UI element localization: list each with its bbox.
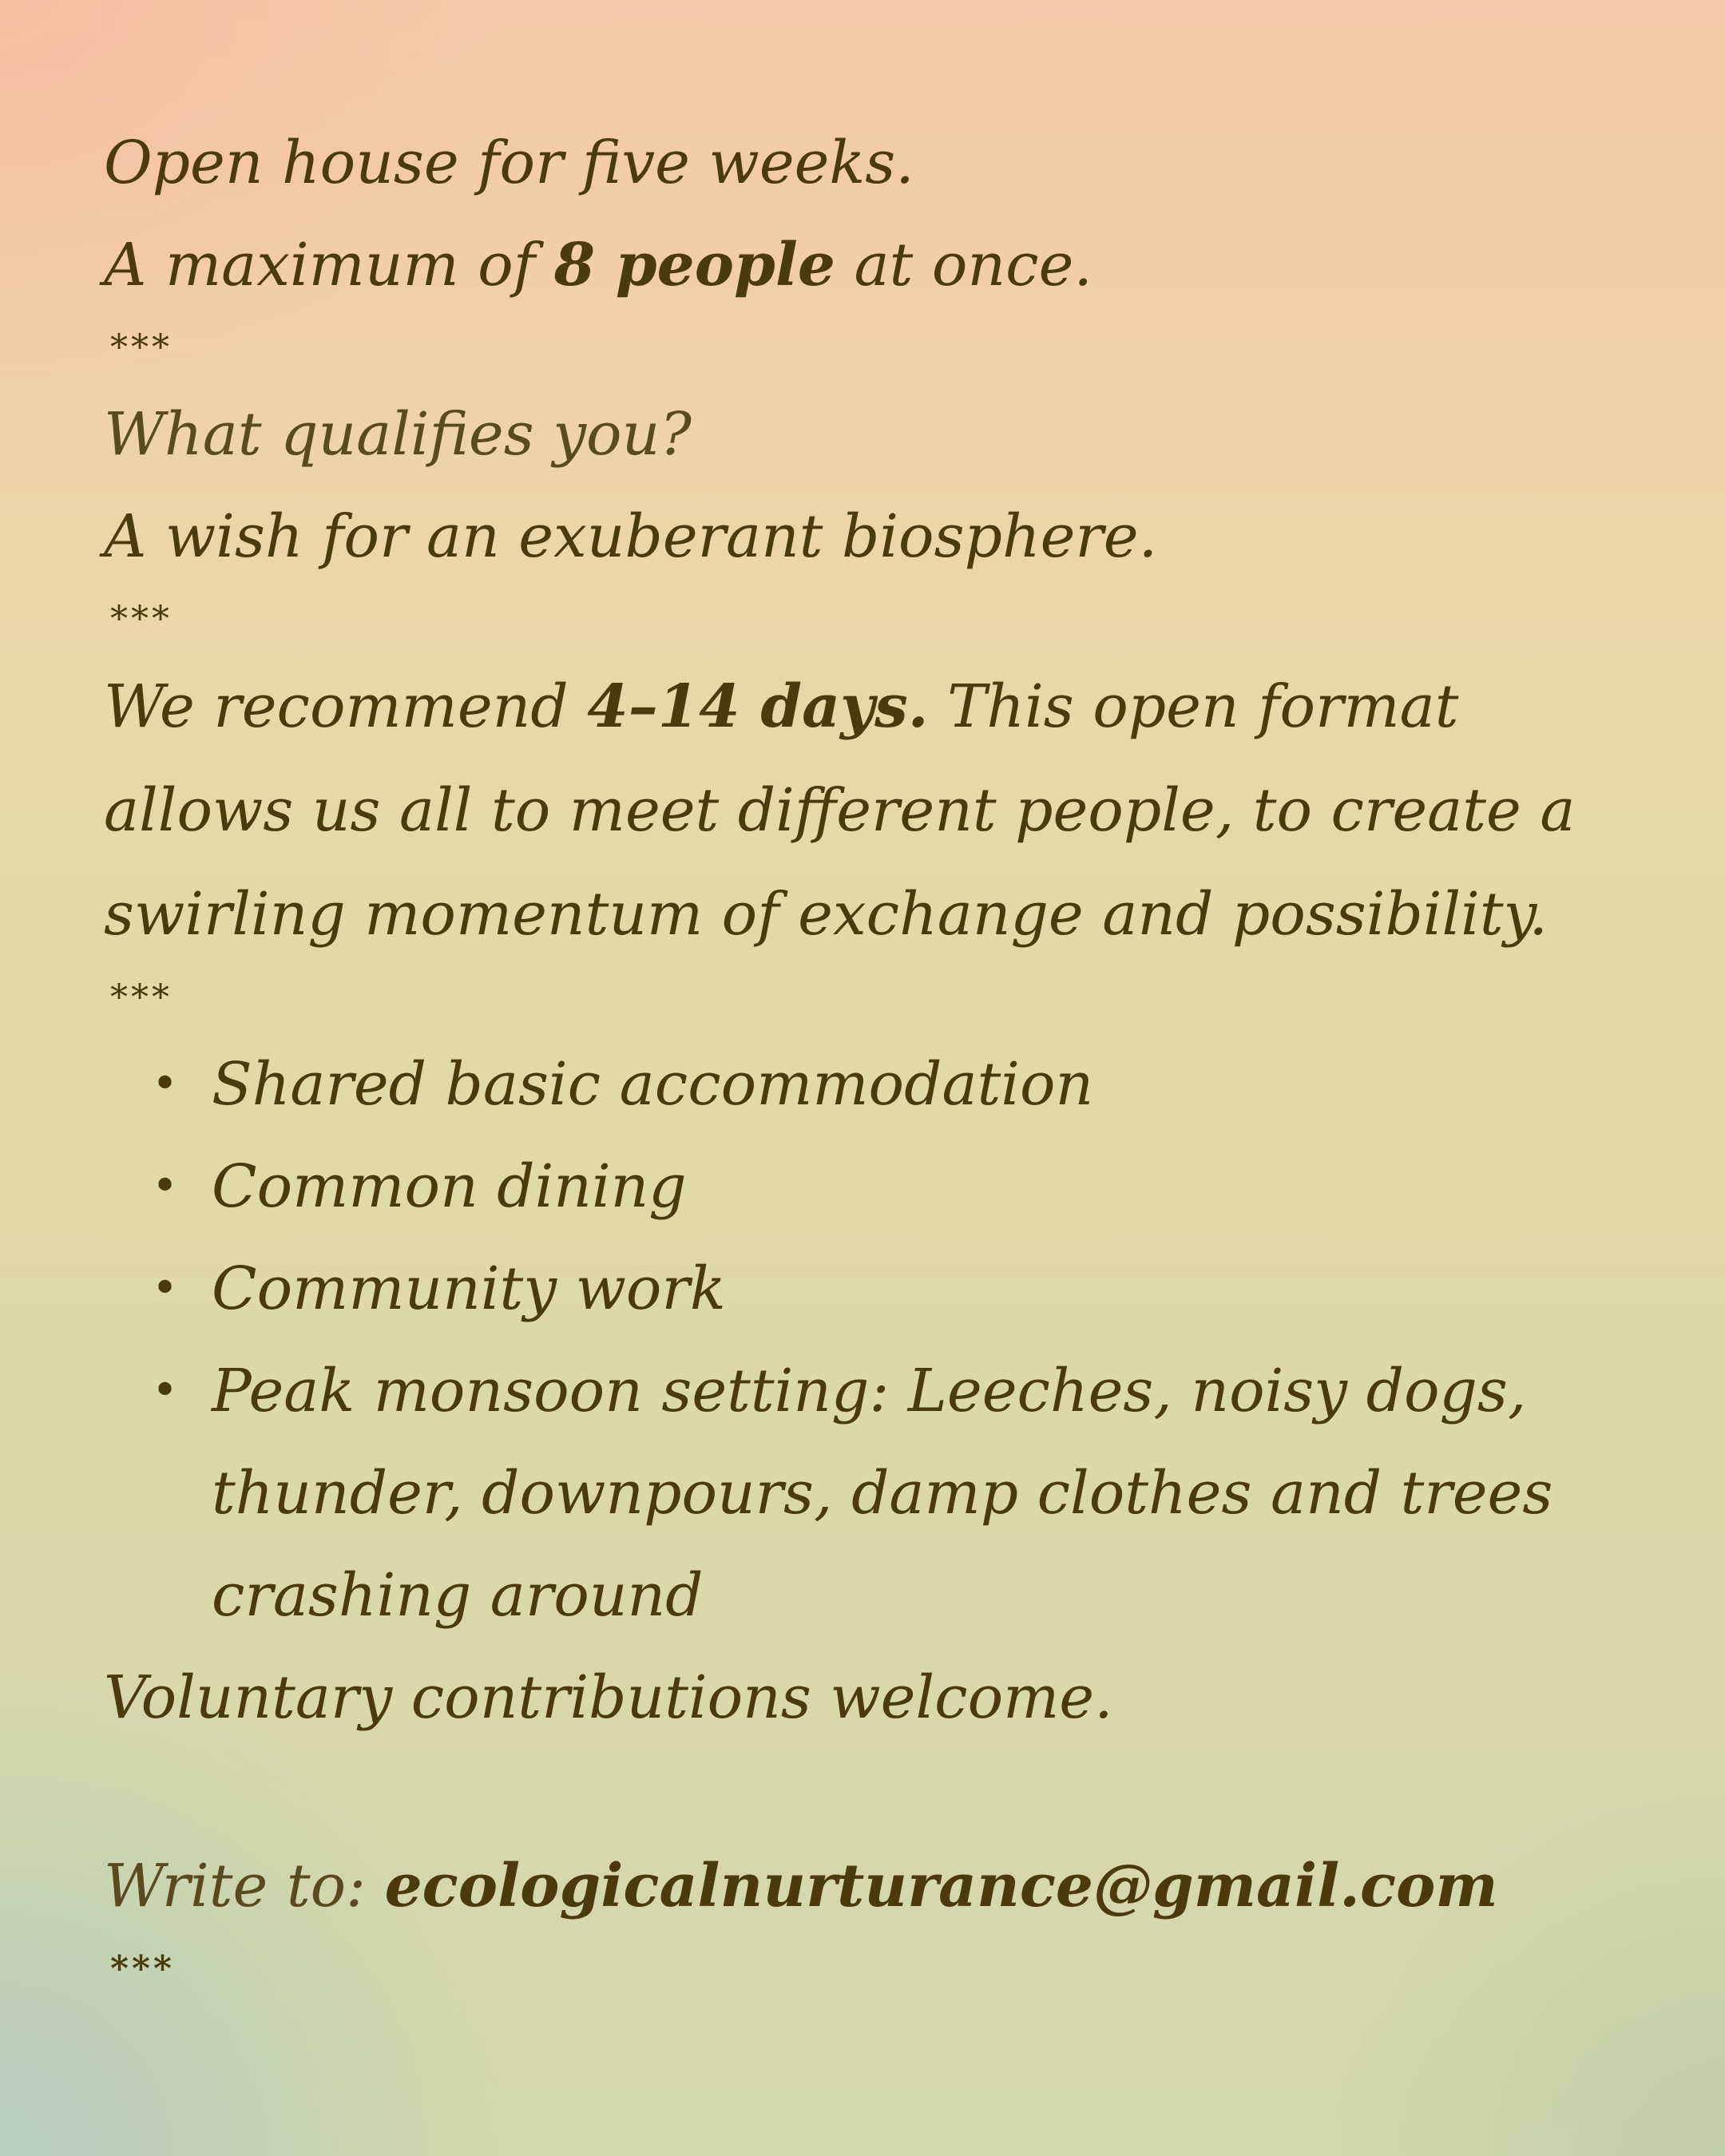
contact-label: Write to: <box>104 1852 385 1920</box>
capacity-count: 8 people <box>553 231 836 299</box>
recommend-prefix: We recommend <box>104 672 588 741</box>
spacer <box>104 1749 1621 1835</box>
separator-3: *** <box>110 977 172 1018</box>
qualify-answer: A wish for an exuberant biosphere. <box>104 502 1158 571</box>
bullet-icon: • <box>152 1262 179 1314</box>
separator-4: *** <box>110 1948 176 1989</box>
contact-email[interactable]: ecologicalnurturance@gmail.com <box>384 1852 1498 1920</box>
capacity-prefix: A maximum of <box>104 231 554 299</box>
intro-duration-text: Open house for five weeks. <box>104 129 914 197</box>
bullet-icon: • <box>152 1058 179 1110</box>
list-item <box>104 1033 1633 1135</box>
recommend-paragraph <box>104 655 1621 966</box>
offerings-list <box>104 1033 1621 1647</box>
list-item-text: Community work <box>212 1254 726 1323</box>
list-item-text: Common dining <box>212 1152 687 1221</box>
bullet-icon: • <box>152 1365 179 1417</box>
contributions-note: Voluntary contributions welcome. <box>104 1663 1113 1732</box>
list-item <box>104 1135 1633 1238</box>
recommend-duration: 4–14 days. <box>587 672 929 741</box>
recommend-body: This open format allows us all to meet different people, to create a swirling momentum of exchange and possibility. <box>104 672 1576 949</box>
poster <box>104 112 1621 2004</box>
separator-2: *** <box>110 599 172 640</box>
contact-line <box>104 1835 1621 1937</box>
bullet-icon: • <box>152 1160 179 1212</box>
list-item <box>104 1340 1633 1647</box>
intro-line-capacity <box>104 214 1621 316</box>
qualify-question: What qualifies you? <box>104 400 692 469</box>
list-item-text: Peak monsoon setting: Leeches, noisy dogs, thunder, downpours, damp clothes and trees crashing around <box>212 1357 1553 1630</box>
list-item <box>104 1238 1633 1340</box>
separator-1: *** <box>110 327 172 368</box>
capacity-suffix: at once. <box>835 231 1092 299</box>
list-item-text: Shared basic accommodation <box>212 1050 1094 1119</box>
intro-line-duration <box>104 112 1621 214</box>
